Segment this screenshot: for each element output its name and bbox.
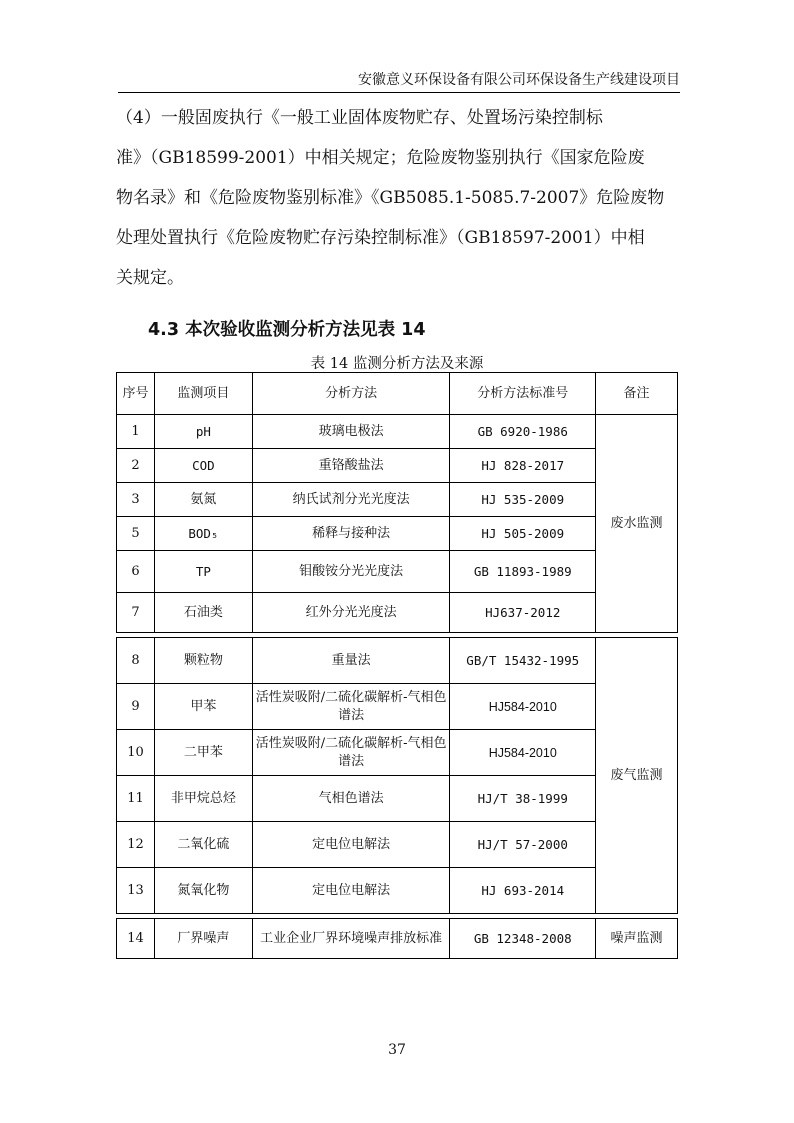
table-row: [117, 684, 678, 730]
cell-no: 9: [117, 684, 155, 730]
table-row: [117, 517, 678, 551]
cell-standard: GB/T 15432-1995: [450, 638, 596, 684]
methods-table: [116, 372, 678, 959]
cell-method: 定电位电解法: [252, 868, 450, 914]
cell-standard: HJ/T 57-2000: [450, 822, 596, 868]
cell-method: 钼酸铵分光光度法: [252, 551, 450, 593]
cell-standard: HJ584-2010: [450, 730, 596, 776]
cell-no: 3: [117, 483, 155, 517]
cell-remark-air: 废气监测: [596, 638, 678, 914]
cell-standard: HJ 535-2009: [450, 483, 596, 517]
table-row: [117, 638, 678, 684]
cell-standard: GB 6920-1986: [450, 415, 596, 449]
table-row: [117, 483, 678, 517]
cell-item: 二甲苯: [154, 730, 252, 776]
cell-method: 稀释与接种法: [252, 517, 450, 551]
cell-item: TP: [154, 551, 252, 593]
cell-standard: HJ 693-2014: [450, 868, 596, 914]
cell-item: 甲苯: [154, 684, 252, 730]
cell-standard: GB 11893-1989: [450, 551, 596, 593]
cell-no: 10: [117, 730, 155, 776]
cell-no: 5: [117, 517, 155, 551]
paragraph-line: 关规定。: [116, 268, 184, 288]
paragraph-line: 物名录》和《危险废物鉴别标准》《GB5085.1-5085.7-2007》危险废物: [116, 188, 665, 208]
table-row: [117, 730, 678, 776]
cell-method: 定电位电解法: [252, 822, 450, 868]
cell-method: 重铬酸盐法: [252, 449, 450, 483]
cell-item: 非甲烷总烃: [154, 776, 252, 822]
cell-method: 工业企业厂界环境噪声排放标准: [252, 919, 450, 959]
running-header: 安徽意义环保设备有限公司环保设备生产线建设项目: [118, 70, 680, 93]
cell-no: 13: [117, 868, 155, 914]
table-row: [117, 776, 678, 822]
table-row: [117, 449, 678, 483]
cell-no: 1: [117, 415, 155, 449]
cell-remark-water: 废水监测: [596, 415, 678, 633]
body-paragraph: [116, 98, 682, 298]
cell-method: 红外分光光度法: [252, 593, 450, 633]
cell-no: 14: [117, 919, 155, 959]
table-header-row: [117, 373, 678, 415]
cell-item: 氨氮: [154, 483, 252, 517]
table-row: [117, 822, 678, 868]
page-number: 37: [388, 1042, 406, 1058]
cell-method: 活性炭吸附/二硫化碳解析-气相色谱法: [252, 730, 450, 776]
header-standard: 分析方法标准号: [450, 373, 596, 415]
cell-item: BOD₅: [154, 517, 252, 551]
section-heading: 4.3 本次验收监测分析方法见表 14: [148, 320, 426, 340]
cell-method: 玻璃电极法: [252, 415, 450, 449]
cell-standard: HJ637-2012: [450, 593, 596, 633]
cell-standard: GB 12348-2008: [450, 919, 596, 959]
header-item: 监测项目: [154, 373, 252, 415]
paragraph-line: 处理处置执行《危险废物贮存污染控制标准》（GB18597-2001）中相: [116, 228, 645, 248]
cell-item: 二氧化硫: [154, 822, 252, 868]
cell-item: 氮氧化物: [154, 868, 252, 914]
header-method: 分析方法: [252, 373, 450, 415]
cell-method: 气相色谱法: [252, 776, 450, 822]
cell-item: COD: [154, 449, 252, 483]
paragraph-line: 准》（GB18599-2001）中相关规定；危险废物鉴别执行《国家危险废: [116, 148, 645, 168]
table-row: [117, 593, 678, 633]
cell-no: 6: [117, 551, 155, 593]
cell-standard: HJ 828-2017: [450, 449, 596, 483]
table-caption: 表 14 监测分析方法及来源: [310, 356, 484, 372]
cell-no: 8: [117, 638, 155, 684]
cell-item: 颗粒物: [154, 638, 252, 684]
cell-standard: HJ 505-2009: [450, 517, 596, 551]
table-row: [117, 415, 678, 449]
table-row: [117, 551, 678, 593]
table-row: [117, 919, 678, 959]
paragraph-line: （4）一般固废执行《一般工业固体废物贮存、处置场污染控制标: [116, 108, 603, 128]
cell-standard: HJ/T 38-1999: [450, 776, 596, 822]
cell-no: 12: [117, 822, 155, 868]
cell-no: 7: [117, 593, 155, 633]
cell-no: 11: [117, 776, 155, 822]
cell-method: 活性炭吸附/二硫化碳解析-气相色谱法: [252, 684, 450, 730]
cell-standard: HJ584-2010: [450, 684, 596, 730]
cell-item: 石油类: [154, 593, 252, 633]
cell-method: 纳氏试剂分光光度法: [252, 483, 450, 517]
cell-remark-noise: 噪声监测: [596, 919, 678, 959]
cell-item: pH: [154, 415, 252, 449]
cell-method: 重量法: [252, 638, 450, 684]
cell-no: 2: [117, 449, 155, 483]
table-row: [117, 868, 678, 914]
header-remark: 备注: [596, 373, 678, 415]
header-no: 序号: [117, 373, 155, 415]
cell-item: 厂界噪声: [154, 919, 252, 959]
